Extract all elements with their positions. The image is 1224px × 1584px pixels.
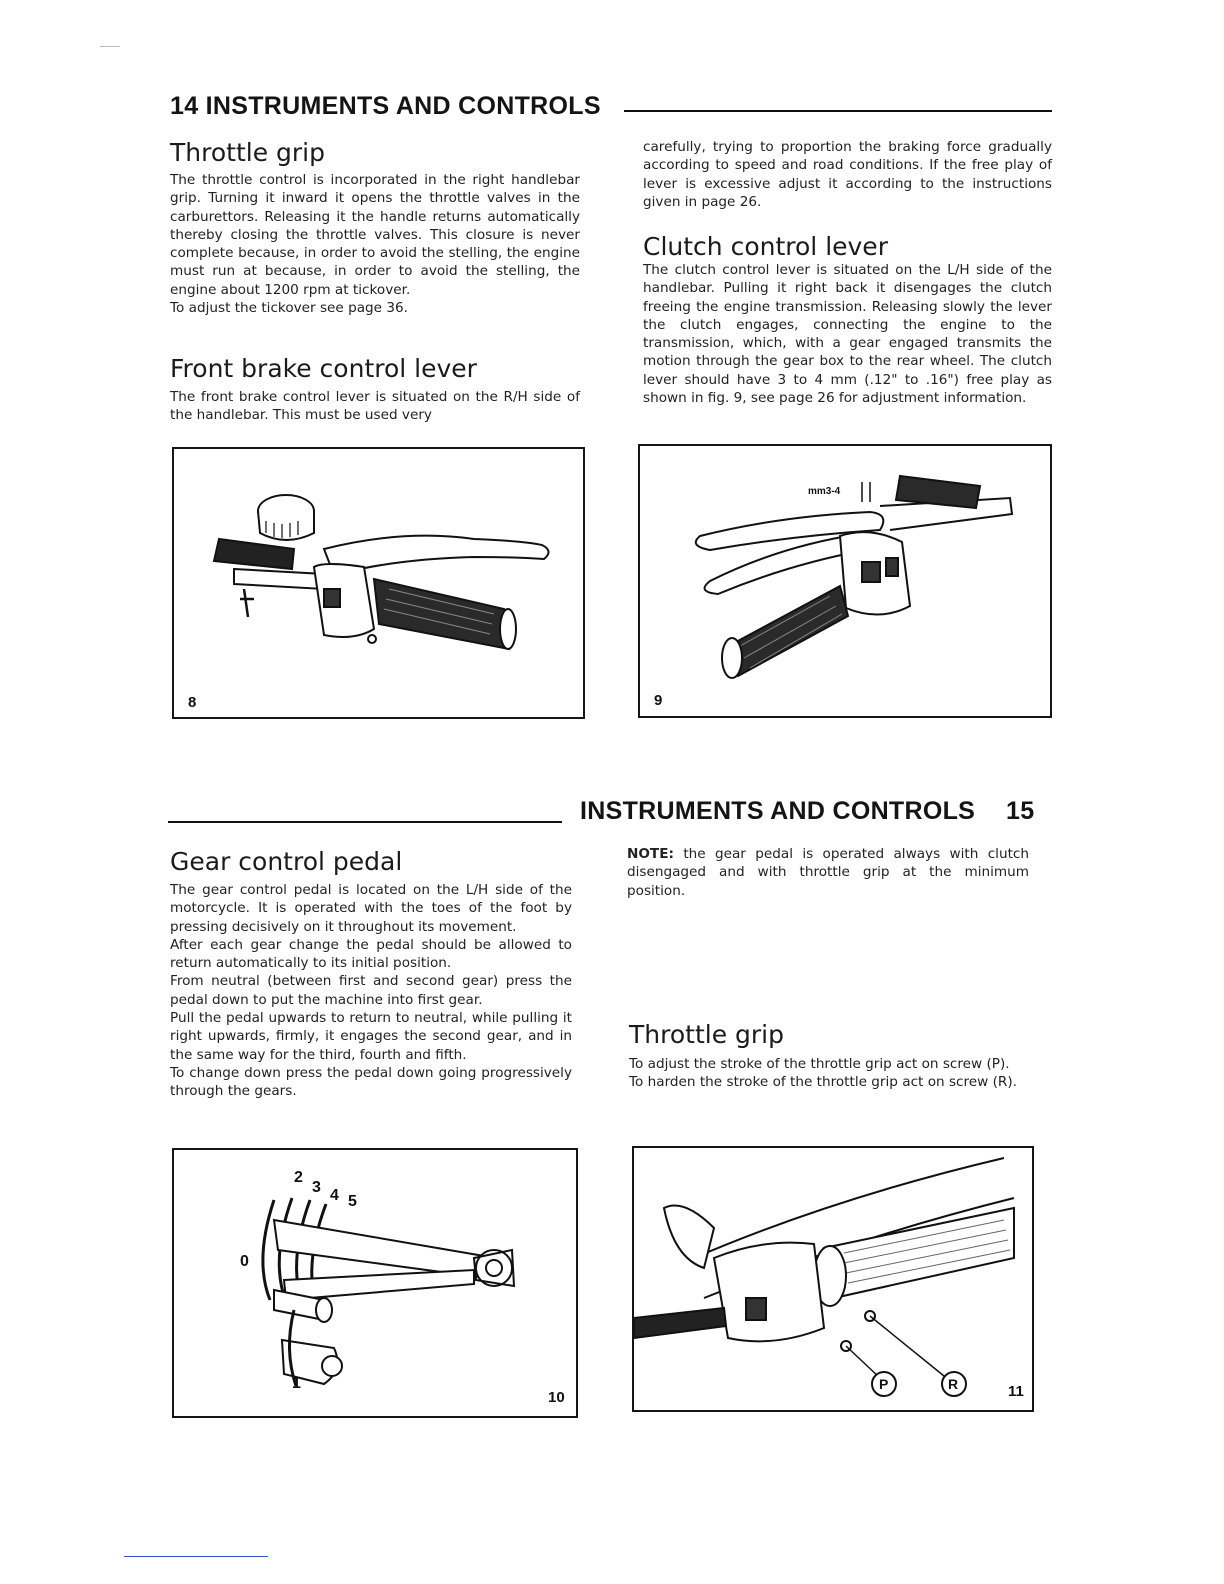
gear-pedal-p2: After each gear change the pedal should be allowed to return automatically to its initial position. <box>170 936 572 972</box>
gear-pedal-p5: To change down press the pedal down going progressively through the gears. <box>170 1064 572 1100</box>
front-brake-lever-illustration <box>174 449 583 717</box>
front-brake-heading: Front brake control lever <box>170 354 477 383</box>
gear-label-3: 3 <box>312 1179 321 1196</box>
page-15-header: INSTRUMENTS AND CONTROLS <box>580 797 976 825</box>
header-rule <box>168 821 562 823</box>
page-15-number: 15 <box>1006 797 1035 825</box>
page-14-header: 14 INSTRUMENTS AND CONTROLS <box>170 92 601 120</box>
clutch-lever-text: The clutch control lever is situated on the L/H side of the handlebar. Pulling it right back it disengages the clutch freeing the engine transmission. Releasing slowly the lever the clutch engages, connecting the engine to the transmission, which, with a gear engaged transmits the motion through the gear box to the rear wheel. The clutch lever should have 3 to 4 mm (.12" to .16") free play as shown in fig. 9, see page 26 for adjustment information. <box>643 262 1052 407</box>
figure-8-front-brake-lever <box>172 447 585 719</box>
figure-10-gear-pedal <box>172 1148 578 1418</box>
gear-pedal-p3: From neutral (between first and second gear) press the pedal down to put the machine into first gear. <box>170 973 572 1008</box>
bottom-scan-line <box>124 1556 268 1557</box>
figure-number: 8 <box>188 694 197 711</box>
note-block <box>627 845 1029 900</box>
front-brake-continued-text: carefully, trying to proportion the braking force gradually according to speed and road conditions. If the free play of lever is excessive adjust it according to the instructions given in page 26. <box>643 139 1052 210</box>
throttle-adjust-p2: To harden the stroke of the throttle grip act on screw (R). <box>629 1074 1017 1091</box>
clutch-lever-heading: Clutch control lever <box>643 232 888 261</box>
throttle-screws-illustration <box>634 1148 1032 1410</box>
gear-label-2: 2 <box>294 1169 303 1186</box>
screw-r-label: R <box>948 1376 959 1392</box>
gear-label-neutral: 0 <box>240 1253 249 1270</box>
figure-number: 11 <box>1008 1383 1024 1400</box>
figure-number: 9 <box>654 692 663 709</box>
note-text: the gear pedal is operated always with clutch disengaged and with throttle grip at the minimum position. <box>627 846 1029 899</box>
throttle-grip-adjust-text <box>629 1055 1031 1092</box>
gear-pedal-heading: Gear control pedal <box>170 847 403 876</box>
figure-number: 10 <box>548 1389 565 1406</box>
figure-11-throttle-screws <box>632 1146 1034 1412</box>
gear-pedal-text <box>170 881 572 1101</box>
gear-label-1: 1 <box>292 1375 301 1392</box>
gear-label-4: 4 <box>330 1187 339 1204</box>
throttle-grip-tickover: To adjust the tickover see page 36. <box>170 300 408 317</box>
throttle-grip-heading: Throttle grip <box>170 138 325 167</box>
header-rule <box>624 110 1052 112</box>
throttle-adjust-p1: To adjust the stroke of the throttle grip act on screw (P). <box>629 1056 1010 1072</box>
gear-pedal-p1: The gear control pedal is located on the L/H side of the motorcycle. It is operated with the toes of the foot by pressing decisively on it throughout its movement. <box>170 882 572 935</box>
figure-9-clutch-lever <box>638 444 1052 718</box>
screw-p-label: P <box>879 1376 889 1392</box>
throttle-grip-adjust-heading: Throttle grip <box>629 1020 784 1049</box>
scan-mark <box>100 46 120 47</box>
gear-pedal-illustration <box>174 1150 576 1416</box>
throttle-grip-text <box>170 171 580 317</box>
note-label: NOTE: <box>627 846 674 862</box>
front-brake-text: The front brake control lever is situated on the R/H side of the handlebar. This must be used very <box>170 389 580 424</box>
gear-label-5: 5 <box>348 1193 357 1210</box>
clutch-lever-illustration <box>640 446 1050 716</box>
gear-pedal-p4: Pull the pedal upwards to return to neutral, while pulling it right upwards, firmly, it engages the second gear, and in the same way for the third, fourth and fifth. <box>170 1010 572 1063</box>
free-play-label: mm3-4 <box>808 486 841 497</box>
throttle-grip-paragraph: The throttle control is incorporated in the right handlebar grip. Turning it inward it opens the throttle valves in the carburettors. Releasing it the handle returns automatically thereby closing the throttle valves. This closure is never complete because, in order to avoid the stelling, the engine must run at because, in order to avoid the stelling, the engine about 1200 rpm at tickover. <box>170 172 580 298</box>
